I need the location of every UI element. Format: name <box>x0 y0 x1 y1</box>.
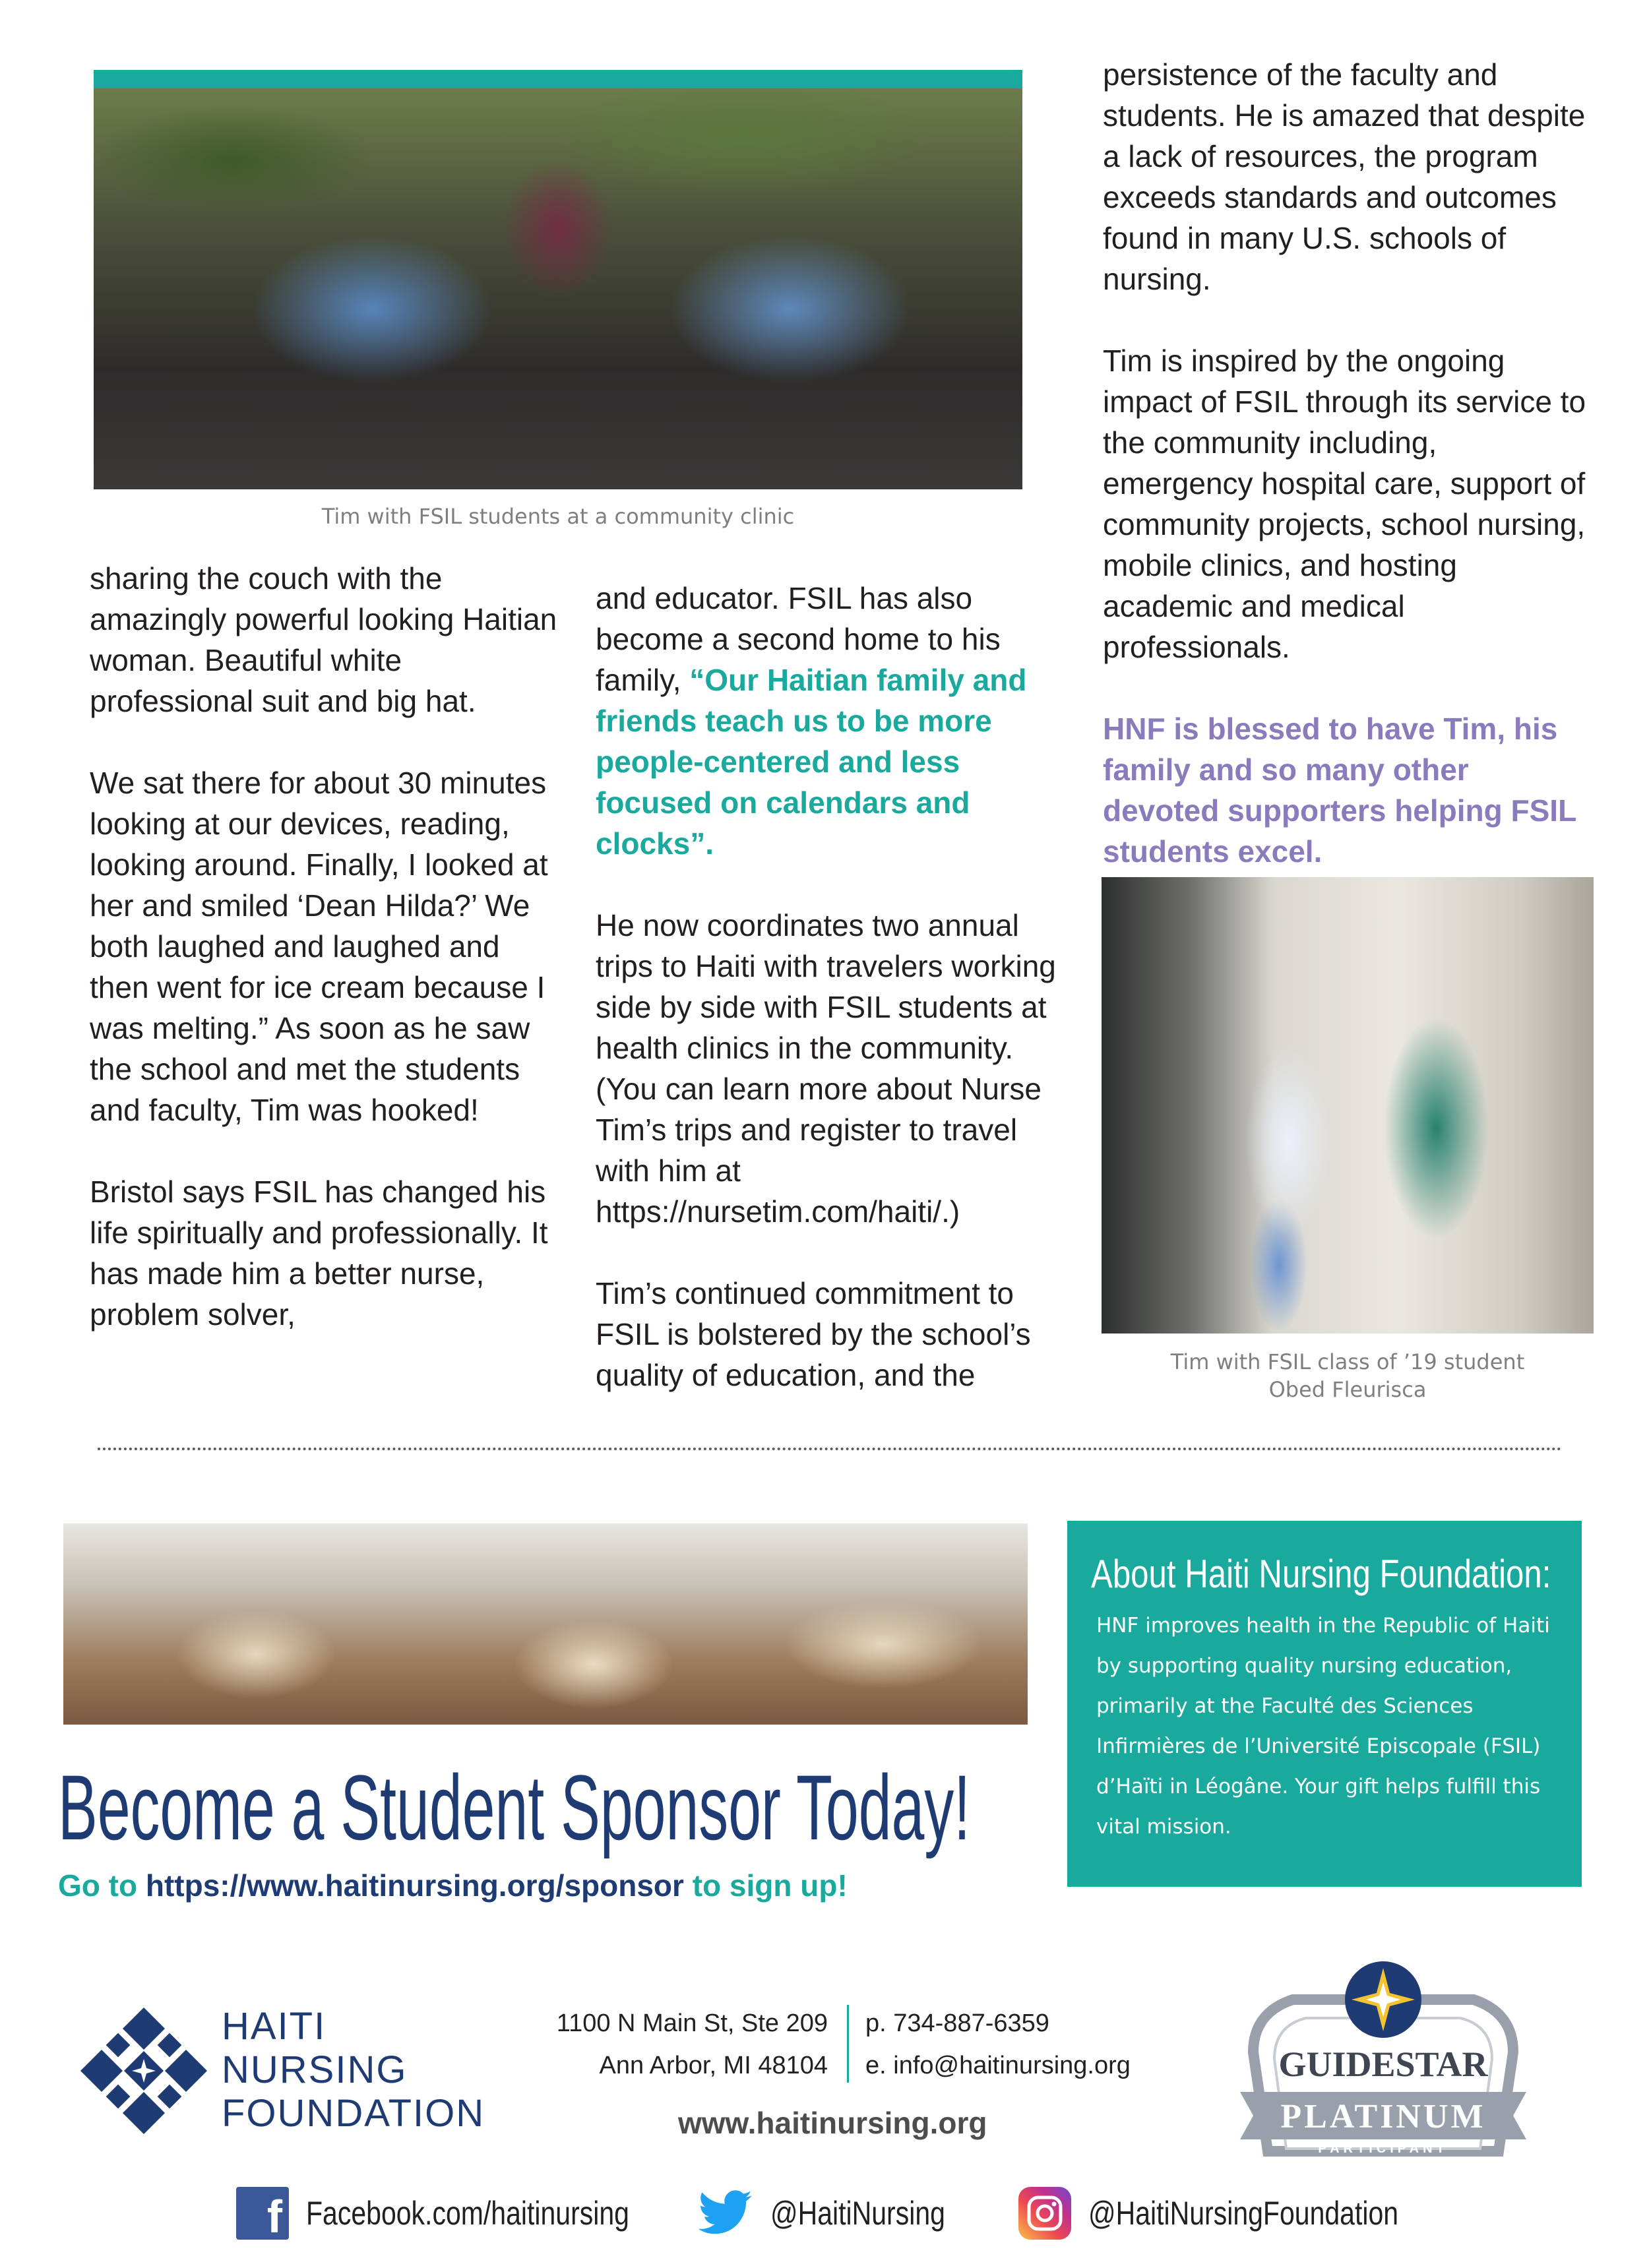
twitter-link[interactable] <box>698 2187 983 2240</box>
goto-suffix: to sign up! <box>683 1868 848 1903</box>
article-column-1 <box>90 558 565 1376</box>
instagram-link[interactable] <box>1018 2187 1466 2240</box>
website-link[interactable]: www.haitinursing.org <box>678 2106 987 2140</box>
caption-line: Obed Fleurisca <box>1268 1377 1427 1402</box>
mailing-address <box>501 2002 828 2087</box>
address-separator <box>847 2005 849 2083</box>
facebook-icon: f <box>236 2187 289 2240</box>
highlight-statement: HNF is blessed to have Tim, his family and so many other devoted supporters helping FSIL students excel. <box>1103 712 1576 869</box>
community-clinic-photo <box>94 88 1022 489</box>
address-line: 1100 N Main St, Ste 209 <box>556 2009 828 2037</box>
paragraph <box>596 578 1071 864</box>
caption-line: Tim with FSIL class of ’19 student <box>1170 1349 1525 1374</box>
guidestar-brand: GUIDESTAR <box>1278 2044 1488 2084</box>
paragraph: Tim’s continued commitment to FSIL is bolstered by the school’s quality of education, and the <box>596 1276 1031 1392</box>
contact-info <box>865 2002 1131 2087</box>
guidestar-sub: PARTICIPANT <box>1318 2141 1448 2156</box>
paragraph: Bristol says FSIL has changed his life spiritually and professionally. It has made him a better nurse, problem solver, <box>90 1175 548 1332</box>
logo-line: NURSING <box>222 2048 408 2091</box>
star-icon <box>1345 1961 1421 2038</box>
email-address[interactable]: e. info@haitinursing.org <box>865 2052 1131 2079</box>
paragraph: We sat there for about 30 minutes looking at our devices, reading, looking around. Finally, I looked at her and smiled ‘Dean Hilda?’ We both laughed and laughed and then went for ice cream because I was melting.” As soon as he saw the school and met the students and faculty, Tim was hooked! <box>90 766 548 1127</box>
logo-line: HAITI <box>222 2005 327 2048</box>
twitter-label: @HaitiNursing <box>770 2195 945 2232</box>
photo-accent-bar <box>94 70 1022 88</box>
guidestar-level: PLATINUM <box>1280 2098 1486 2135</box>
phone-number: p. 734-887-6359 <box>865 2009 1049 2037</box>
tim-with-student-caption <box>1102 1348 1594 1403</box>
foundation-name <box>222 2005 485 2135</box>
sponsor-headline: Become a Student Sponsor Today! <box>58 1756 971 1859</box>
address-line: Ann Arbor, MI 48104 <box>599 2052 828 2079</box>
guidestar-badge <box>1227 1953 1540 2164</box>
facebook-link[interactable] <box>236 2187 700 2240</box>
sponsor-call-to-action <box>58 1868 848 1903</box>
sponsor-link[interactable]: https://www.haitinursing.org/sponsor <box>145 1868 684 1903</box>
paragraph-intro: and educator. FSIL has also become a second home to his family, <box>596 581 1001 697</box>
paragraph: Tim is inspired by the ongoing impact of FSIL through its service to the community including, emergency hospital care, support of community projects, school nursing, mobile clinics, and hosting academic and medical professionals. <box>1103 344 1586 664</box>
haiti-nursing-logo-icon <box>78 2005 210 2137</box>
paragraph: He now coordinates two annual trips to Haiti with travelers working side by side with FSIL students at health clinics in the community. (You can learn more about Nurse Tim’s trips and register to travel with him at https://nursetim.com/haiti/.) <box>596 908 1056 1229</box>
twitter-icon <box>698 2190 753 2236</box>
instagram-label: @HaitiNursingFoundation <box>1088 2195 1399 2232</box>
paragraph: persistence of the faculty and students. He is amazed that despite a lack of resources, the program exceeds standards and outcomes found in many U.S. schools of nursing. <box>1103 57 1586 296</box>
facebook-label: Facebook.com/haitinursing <box>306 2195 629 2232</box>
family-quote: “Our Haitian family and friends teach us to be more people-centered and less focused on calendars and clocks”. <box>596 663 1027 861</box>
community-clinic-caption: Tim with FSIL students at a community clinic <box>321 504 795 529</box>
classroom-photo <box>63 1523 1028 1725</box>
goto-prefix: Go to <box>58 1868 146 1903</box>
tim-with-student-photo <box>1102 877 1594 1333</box>
paragraph: sharing the couch with the amazingly powerful looking Haitian woman. Beautiful white professional suit and big hat. <box>90 561 557 718</box>
logo-line: FOUNDATION <box>222 2092 485 2135</box>
section-divider <box>98 1448 1562 1450</box>
about-title: About Haiti Nursing Foundation: <box>1091 1552 1551 1596</box>
article-column-2 <box>596 578 1071 1436</box>
about-body: HNF improves health in the Republic of Haiti by supporting quality nursing education, primarily at the Faculté des Sciences Infirmières de l’Université Episcopale (FSIL) d’Haïti in Léogâne. Your gift helps fulfill this vital mission. <box>1096 1614 1550 1839</box>
instagram-icon <box>1018 2187 1071 2240</box>
about-box <box>1067 1521 1582 1887</box>
article-column-3 <box>1103 54 1591 872</box>
